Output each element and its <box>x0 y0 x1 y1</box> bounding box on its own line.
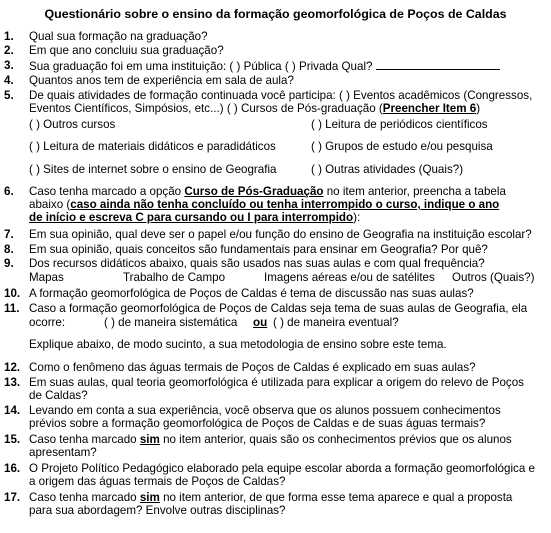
question-3 <box>4 59 544 73</box>
checkbox-option[interactable]: ( ) de maneira eventual? <box>273 316 399 329</box>
resource-option[interactable]: Outros (Quais?) <box>452 271 535 284</box>
checkbox-option[interactable]: ( ) de maneira sistemática <box>104 316 238 329</box>
question-text: De quais atividades de formação continuada você participa: ( ) Eventos acadêmicos (Congressos, <box>29 89 533 102</box>
checkbox-option[interactable]: ( ) Leitura de materiais didáticos e paradidáticos <box>29 140 276 153</box>
question-9 <box>4 257 544 270</box>
question-text: ) <box>476 102 481 116</box>
question-text: Em sua opinião, quais conceitos são fundamentais para ensinar em Geografia? Por quê? <box>29 243 488 256</box>
question-text: para sua abordagem? Envolve outras disciplinas? <box>29 504 286 518</box>
question-number: 14. <box>4 404 21 417</box>
question-7 <box>4 228 544 241</box>
question-17 <box>4 491 544 517</box>
question-text: Caso tenha marcado a opção <box>29 185 185 198</box>
question-text: Qual sua formação na graduação? <box>29 30 208 43</box>
question-number: 15. <box>4 433 21 446</box>
question-text: ): <box>353 211 361 225</box>
checkbox-option[interactable]: ( ) Leitura de periódicos científicos <box>311 118 488 131</box>
question-number: 9. <box>4 257 14 270</box>
question-2 <box>4 44 544 57</box>
question-text: apresentam? <box>29 446 97 460</box>
question-text: Caso tenha marcado <box>29 433 140 446</box>
question-number: 5. <box>4 89 14 102</box>
resource-option[interactable]: Imagens aéreas e/ou de satélites <box>264 271 435 284</box>
question-text: prévios sobre a formação geomorfológica de Poços de Caldas e de suas águas termais? <box>29 417 486 431</box>
question-number: 17. <box>4 491 21 504</box>
resource-option[interactable]: Trabalho de Campo <box>123 271 226 284</box>
question-11 <box>4 302 544 315</box>
question-15 <box>4 433 544 459</box>
question-14 <box>4 404 544 430</box>
question-number: 7. <box>4 228 14 241</box>
question-text: Em que ano concluiu sua graduação? <box>29 44 224 57</box>
question-4 <box>4 74 544 87</box>
question-text: no item anterior, preencha a tabela <box>323 185 506 198</box>
emphasis-text: caso ainda não tenha concluído ou tenha interrompido o curso, indique o ano <box>70 198 500 212</box>
question-number: 8. <box>4 243 14 256</box>
question-text: Em suas aulas, qual teoria geomorfológica é utilizada para explicar a origem do relevo de Poços <box>29 376 524 389</box>
question-12 <box>4 361 544 374</box>
question-text: no item anterior, de que forma esse tema aparece e qual a proposta <box>159 491 513 504</box>
question-number: 2. <box>4 44 14 57</box>
question-number: 12. <box>4 361 21 374</box>
instruction-link: Preencher Item 6 <box>382 102 477 116</box>
question-text: Caso tenha marcado <box>29 491 140 504</box>
checkbox-option[interactable]: ( ) Sites de internet sobre o ensino de Geografia <box>29 163 277 176</box>
question-text: Sua graduação foi em uma instituição: ( ) Pública ( ) Privada Qual? <box>29 60 373 73</box>
checkbox-option[interactable]: ( ) Outras atividades (Quais?) <box>311 163 464 176</box>
emphasis-text: sim <box>139 433 160 446</box>
emphasis-text: sim <box>139 491 160 504</box>
question-number: 16. <box>4 462 21 475</box>
question-5 <box>4 89 544 115</box>
question-text: Levando em conta a sua experiência, você observa que os alunos possuem conhecimentos <box>29 404 501 417</box>
question-text: O Projeto Político Pedagógico elaborado pela equipe escolar aborda a formação geomorfológica e <box>29 462 535 475</box>
resource-option[interactable]: Mapas <box>29 271 64 284</box>
question-text: Em sua opinião, qual deve ser o papel e/ou função do ensino de Geografia na instituição escolar? <box>29 228 532 241</box>
question-text: ocorre: <box>29 316 66 329</box>
question-text: Caso a formação geomorfológica de Poços de Caldas seja tema de suas aulas de Geografia, ela <box>29 302 528 315</box>
question-number: 13. <box>4 376 21 389</box>
question-6 <box>4 185 544 225</box>
question-8 <box>4 243 544 256</box>
question-text: A formação geomorfológica de Poços de Caldas é tema de discussão nas suas aulas? <box>29 287 474 300</box>
emphasis-text: ou <box>253 316 268 329</box>
question-1 <box>4 30 544 43</box>
question-text: abaixo ( <box>29 198 71 212</box>
question-number: 6. <box>4 185 14 198</box>
question-text: Dos recursos didáticos abaixo, quais são usados nas suas aulas e com qual frequência? <box>29 257 485 270</box>
question-number: 1. <box>4 30 14 43</box>
question-13 <box>4 376 544 402</box>
question-10 <box>4 287 544 300</box>
question-number: 11. <box>4 302 20 315</box>
question-text: Explique abaixo, de modo sucinto, a sua metodologia de ensino sobre este tema. <box>29 338 447 351</box>
question-text: de Caldas? <box>29 389 88 403</box>
checkbox-option[interactable]: ( ) Outros cursos <box>29 118 116 131</box>
question-text: a origem das águas termais de Poços de Caldas? <box>29 475 286 489</box>
question-number: 4. <box>4 74 14 87</box>
emphasis-text: Curso de Pós-Graduação <box>184 185 324 198</box>
question-number: 10. <box>4 287 21 300</box>
checkbox-option[interactable]: ( ) Grupos de estudo e/ou pesquisa <box>311 140 493 153</box>
answer-line[interactable] <box>376 59 500 70</box>
page-title: Questionário sobre o ensino da formação geomorfológica de Poços de Caldas <box>44 7 507 21</box>
question-number: 3. <box>4 59 14 72</box>
question-text: Como o fenômeno das águas termais de Poços de Caldas é explicado em suas aulas? <box>29 361 476 374</box>
question-16 <box>4 462 544 488</box>
question-text: Eventos Científicos, Simpósios, etc...) ( ) Cursos de Pós-graduação ( <box>29 102 383 116</box>
question-text: Quantos anos tem de experiência em sala de aula? <box>29 74 294 87</box>
question-text: no item anterior, quais são os conhecimentos prévios que os alunos <box>159 433 512 446</box>
emphasis-text: de início e escreva C para cursando ou I para interrompido <box>29 211 354 225</box>
